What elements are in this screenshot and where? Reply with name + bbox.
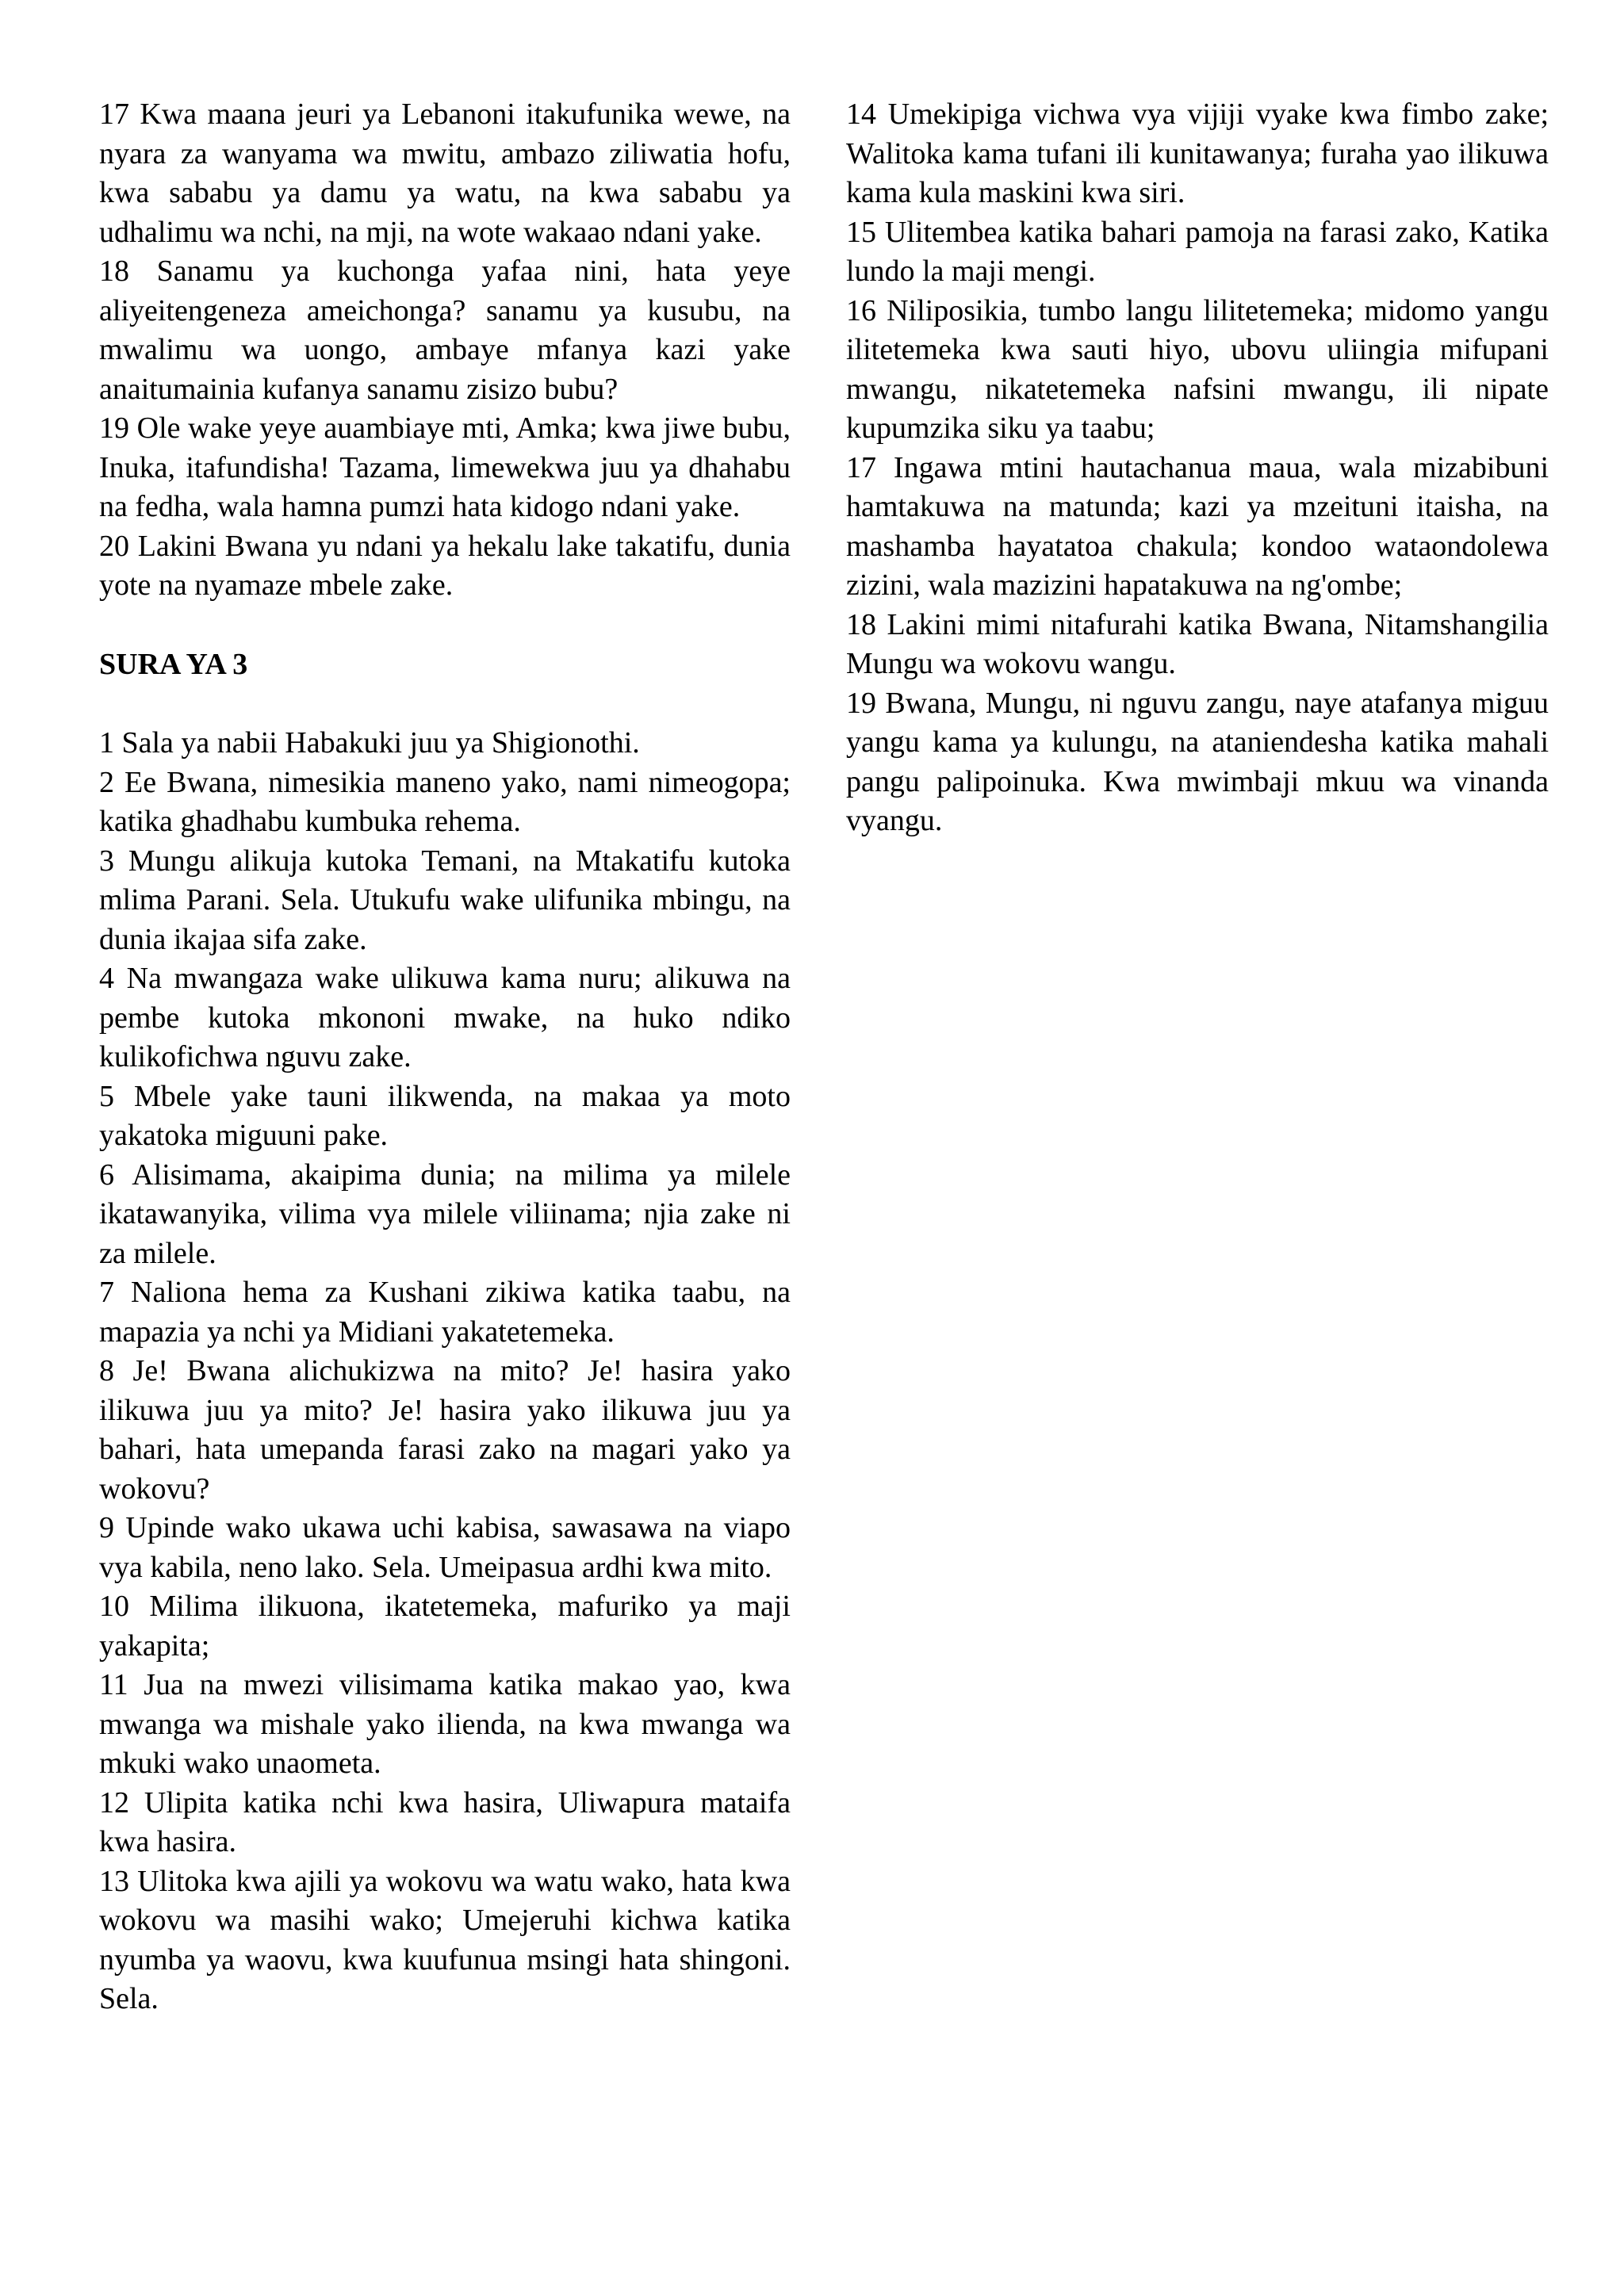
verse: 8 Je! Bwana alichukizwa na mito? Je! hasira yako ilikuwa juu ya mito? Je! hasira yako ilikuwa juu ya bahari, hata umepanda farasi zako na magari yako ya wokovu? xyxy=(99,1354,791,1506)
verse: 17 Kwa maana jeuri ya Lebanoni itakufunika wewe, na nyara za wanyama wa mwitu, ambazo ziliwatia hofu, kwa sababu ya damu ya watu, na kwa sababu ya udhalimu wa nchi, na mji, na wote wakaao ndani yake. xyxy=(99,98,791,249)
verse: 12 Ulipita katika nchi kwa hasira, Uliwapura mataifa kwa hasira. xyxy=(99,1785,791,1858)
verse: 5 Mbele yake tauni ilikwenda, na makaa ya moto yakatoka miguuni pake. xyxy=(99,1079,791,1152)
verse: 19 Bwana, Mungu, ni nguvu zangu, naye atafanya miguu yangu kama ya kulungu, na ataniendesha katika mahali pangu palipoinuka. Kwa mwimbaji mkuu wa vinanda vyangu. xyxy=(846,686,1549,837)
verse: 18 Sanamu ya kuchonga yafaa nini, hata yeye aliyeitengeneza ameichonga? sanamu ya kusubu, na mwalimu wa uongo, ambaye mfanya kazi yake anaitumainia kufanya sanamu zisizo bubu? xyxy=(99,254,791,406)
verse: 11 Jua na mwezi vilisimama katika makao yao, kwa mwanga wa mishale yako ilienda, na kwa mwanga wa mkuki wako unaometa. xyxy=(99,1668,791,1780)
verse: 4 Na mwangaza wake ulikuwa kama nuru; alikuwa na pembe kutoka mkononi mwake, na huko ndiko kulikofichwa nguvu zake. xyxy=(99,962,791,1073)
verse: 19 Ole wake yeye auambiaye mti, Amka; kwa jiwe bubu, Inuka, itafundisha! Tazama, limewekwa juu ya dhahabu na fedha, wala hamna pumzi hata kidogo ndani yake. xyxy=(99,411,791,523)
verse: 15 Ulitembea katika bahari pamoja na farasi zako, Katika lundo la maji mengi. xyxy=(846,215,1549,288)
verse: 3 Mungu alikuja kutoka Temani, na Mtakatifu kutoka mlima Parani. Sela. Utukufu wake ulifunika mbingu, na dunia ikajaa sifa zake. xyxy=(99,844,791,956)
chapter-heading: SURA YA 3 xyxy=(99,647,248,681)
verse: 9 Upinde wako ukawa uchi kabisa, sawasawa na viapo vya kabila, neno lako. Sela. Umeipasua ardhi kwa mito. xyxy=(99,1511,791,1584)
verse: 18 Lakini mimi nitafurahi katika Bwana, Nitamshangilia Mungu wa wokovu wangu. xyxy=(846,607,1549,680)
verse: 17 Ingawa mtini hautachanua maua, wala mizabibuni hamtakuwa na matunda; kazi ya mzeituni itaisha, na mashamba hayatatoa chakula; kondoo wataondolewa zizini, wala mazizini hapatakuwa na ng'ombe; xyxy=(846,450,1549,602)
verse: 16 Niliposikia, tumbo langu lilitetemeka; midomo yangu ilitetemeka kwa sauti hiyo, ubovu uliingia mifupani mwangu, nikatetemeka nafsini mwangu, ili nipate kupumzika siku ya taabu; xyxy=(846,293,1549,445)
verse: 14 Umekipiga vichwa vya vijiji vyake kwa fimbo zake; Walitoka kama tufani ili kunitawanya; furaha yao ilikuwa kama kula maskini kwa siri. xyxy=(846,98,1549,209)
verse: 20 Lakini Bwana yu ndani ya hekalu lake takatifu, dunia yote na nyamaze mbele zake. xyxy=(99,529,791,602)
verse: 6 Alisimama, akaipima dunia; na milima ya milele ikatawanyika, vilima vya milele viliinama; njia zake ni za milele. xyxy=(99,1158,791,1270)
verse: 10 Milima ilikuona, ikatetemeka, mafuriko ya maji yakapita; xyxy=(99,1590,791,1663)
verse: 1 Sala ya nabii Habakuki juu ya Shigionothi. xyxy=(99,726,640,760)
verse: 2 Ee Bwana, nimesikia maneno yako, nami nimeogopa; katika ghadhabu kumbuka rehema. xyxy=(99,765,791,838)
verse: 13 Ulitoka kwa ajili ya wokovu wa watu wako, hata kwa wokovu wa masihi wako; Umejeruhi kichwa katika nyumba ya waovu, kwa kuufunua msingi hata shingoni. Sela. xyxy=(99,1864,791,2015)
left-column xyxy=(99,95,791,2019)
right-column xyxy=(846,95,1549,841)
verse: 7 Naliona hema za Kushani zikiwa katika taabu, na mapazia ya nchi ya Midiani yakatetemeka. xyxy=(99,1276,791,1349)
